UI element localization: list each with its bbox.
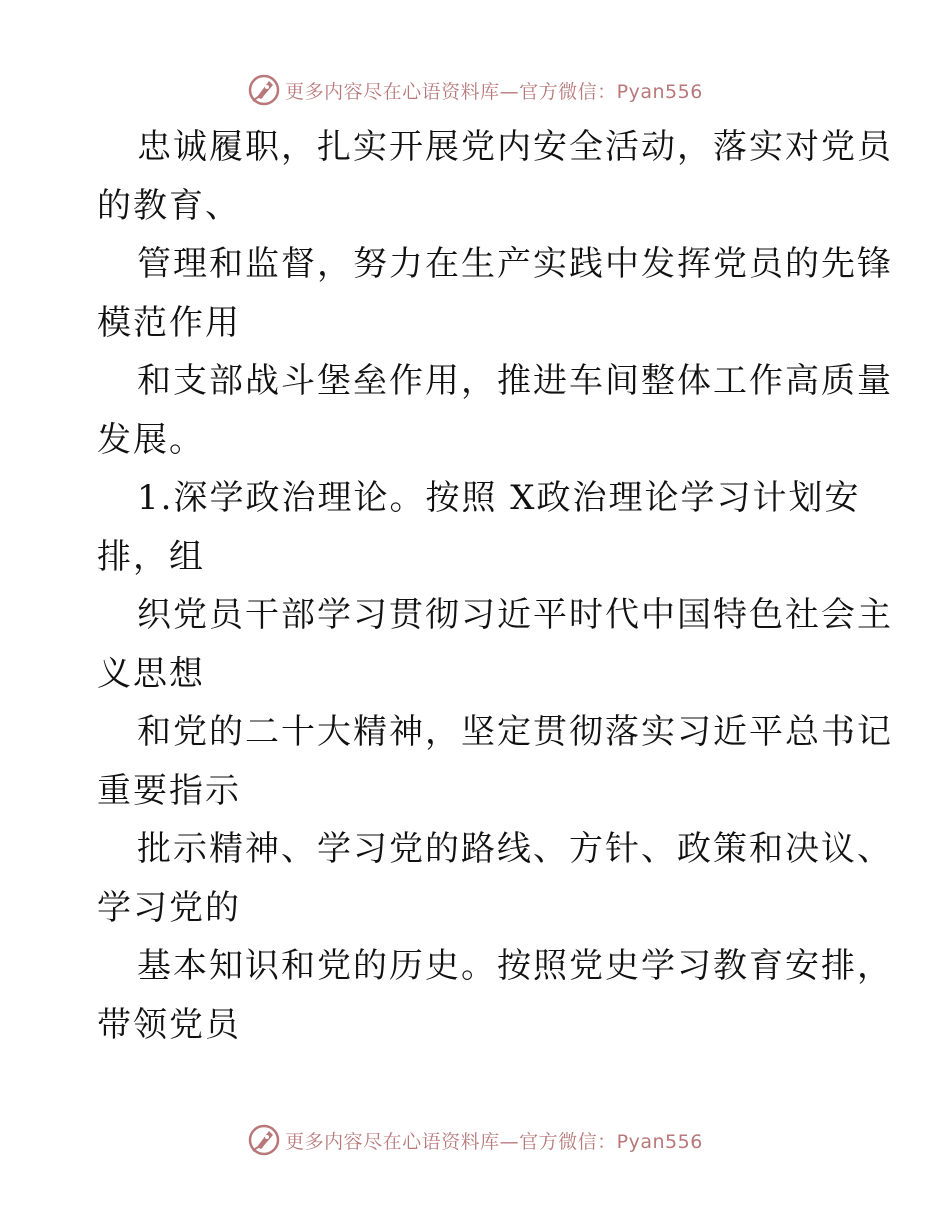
pen-nib-logo-icon (247, 73, 281, 107)
body-line: 和党的二十大精神，坚定贯彻落实习近平总书记 (137, 712, 893, 752)
pen-nib-logo-icon (247, 1123, 281, 1157)
header-text: 更多内容尽在心语资料库—官方微信：Pyan556 (285, 80, 703, 103)
body-line: 忠诚履职，扎实开展党内安全活动，落实对党员 (137, 127, 893, 167)
body-line: 排，组 (97, 536, 205, 577)
body-line: 带领党员 (97, 1004, 241, 1045)
body-line: 发展。 (97, 419, 205, 460)
body-line: 织党员干部学习贯彻习近平时代中国特色社会主 (137, 595, 893, 635)
body-line: 批示精神、学习党的路线、方针、政策和决议、 (137, 829, 893, 869)
body-line: 和支部战斗堡垒作用，推进车间整体工作高质量 (137, 361, 893, 401)
body-line: 学习党的 (97, 887, 241, 928)
body-line: 重要指示 (97, 770, 241, 811)
body-line: 1.深学政治理论。按照 X政治理论学习计划安 (137, 478, 861, 518)
footer-banner (0, 1120, 950, 1160)
header-banner (0, 70, 950, 110)
body-line: 义思想 (97, 653, 205, 694)
body-line: 模范作用 (97, 302, 241, 343)
body-line: 管理和监督，努力在生产实践中发挥党员的先锋 (137, 244, 893, 284)
body-line: 基本知识和党的历史。按照党史学习教育安排， (137, 946, 893, 986)
footer-text: 更多内容尽在心语资料库—官方微信：Pyan556 (285, 1130, 703, 1153)
document-body (97, 118, 893, 1054)
body-line: 的教育、 (97, 185, 241, 226)
